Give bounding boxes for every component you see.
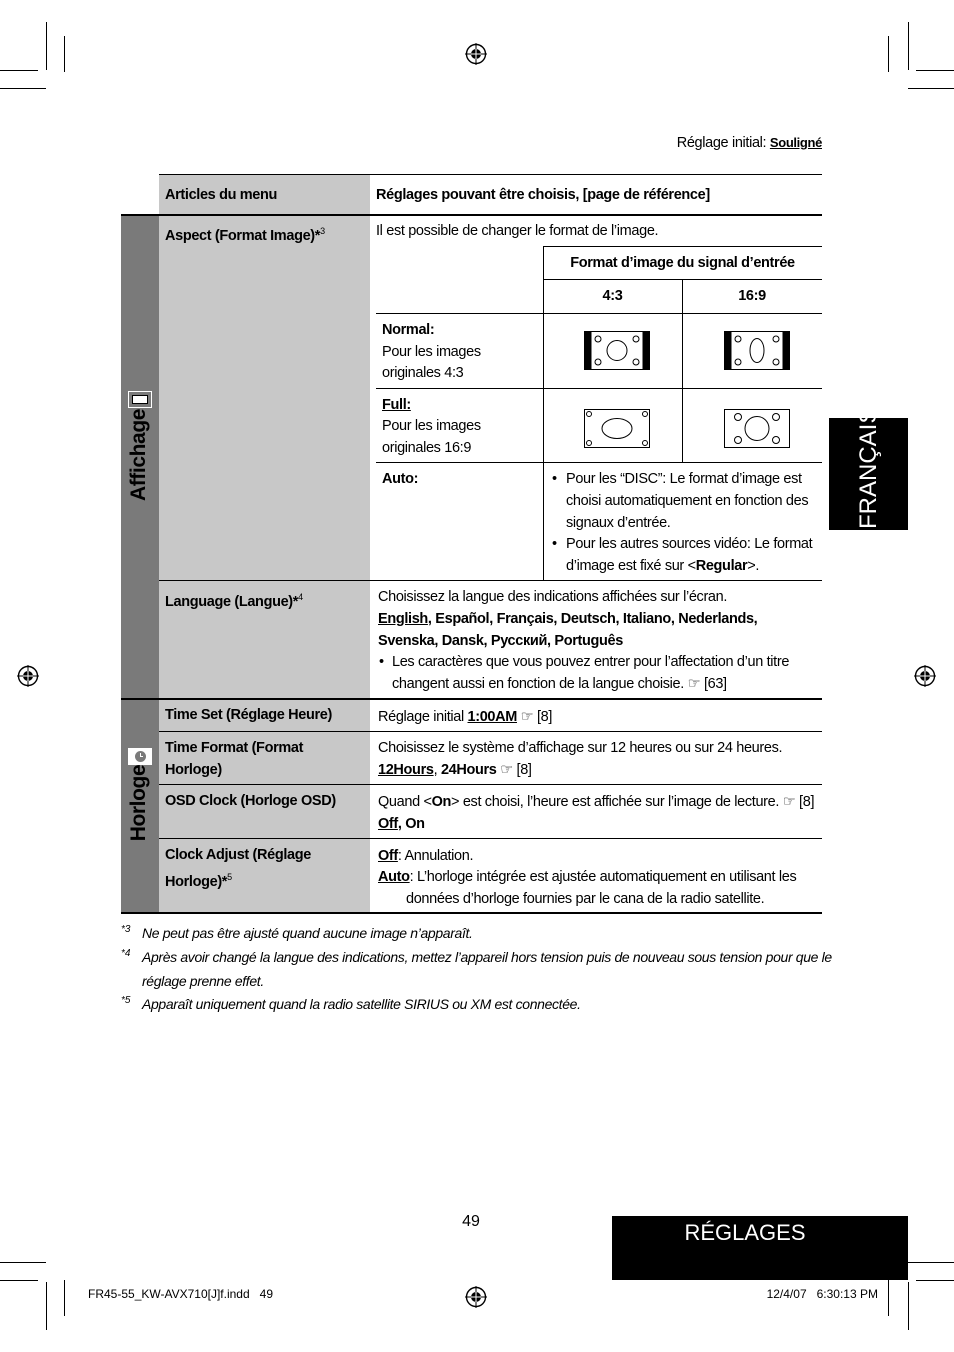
timeformat-options	[378, 759, 532, 781]
aspect-intro: Il est possible de changer le format de l’image.	[376, 223, 659, 239]
rule	[159, 174, 822, 175]
language-bullet-l2: changent aussi en fonction de la langue choisie. ☞ [63]	[392, 676, 727, 692]
timeformat-name-l1: Time Format (Format	[165, 740, 304, 756]
normal-title: Normal:	[382, 322, 435, 338]
auto-bullet-2-l2	[566, 555, 759, 577]
language-options-1	[378, 608, 757, 630]
footnote-3-text: Ne peut pas être ajusté quand aucune image n’apparaît.	[142, 925, 473, 941]
rule	[159, 838, 822, 839]
crop-mark	[0, 88, 46, 89]
auto-b2-pre: d’image est fixé sur <	[566, 558, 696, 574]
language-sup: 4	[298, 592, 303, 602]
crop-mark	[46, 1282, 47, 1330]
clockadjust-name-l2	[165, 866, 232, 893]
footnote-4-mark: *4	[121, 948, 131, 959]
osdclock-line-1	[378, 791, 814, 813]
full-title: Full:	[382, 397, 411, 413]
timeformat-12h: 12Hours	[378, 762, 434, 778]
clockadjust-off	[378, 845, 473, 867]
osd-on: On	[431, 794, 452, 810]
full-desc-1: Pour les images	[382, 418, 481, 434]
timeset-default: 1:00AM	[467, 709, 517, 725]
footnote-5-text: Apparaît uniquement quand la radio satellite SIRIUS ou XM est connectée.	[142, 996, 581, 1012]
osd-off: Off	[378, 816, 398, 832]
clockadjust-sup: 5	[227, 872, 232, 882]
col-header-settings: Réglages pouvant être choisis, [page de référence]	[376, 187, 710, 203]
auto-bullet-1-dot: •	[552, 471, 557, 487]
clockadjust-name-text: Horloge)*	[165, 873, 228, 890]
auto-bullet-1-l2: choisi automatiquement en fonction des	[566, 493, 809, 509]
clockadjust-off-text: : Annulation.	[397, 848, 474, 864]
crop-mark	[64, 36, 65, 72]
footnote-3-mark: *3	[121, 924, 131, 935]
crop-mark	[908, 1262, 954, 1263]
clockadjust-name-l1: Clock Adjust (Réglage	[165, 847, 311, 863]
clockadjust-auto-text-2: données d’horloge fournies par le cana de la radio satellite.	[406, 891, 765, 907]
page-number: 49	[462, 1213, 480, 1230]
language-bullet-dot: •	[379, 654, 384, 670]
crop-mark	[0, 1262, 46, 1263]
timeformat-sep: ,	[433, 762, 441, 778]
aspect-sup: 3	[320, 226, 325, 236]
timeset-ref: ☞ [8]	[517, 709, 553, 725]
clockadjust-off-label: Off	[378, 848, 398, 864]
language-item-name	[165, 586, 303, 613]
crop-mark	[0, 70, 38, 71]
osd-on-option: , On	[397, 816, 425, 832]
auto-bullet-2-l1: Pour les autres sources vidéo: Le format	[566, 536, 813, 552]
crop-mark	[64, 1280, 65, 1316]
timeset-value	[378, 706, 552, 728]
osd-pre: Quand <	[378, 794, 432, 810]
clockadjust-auto	[378, 866, 796, 888]
normal-desc-1: Pour les images	[382, 344, 481, 360]
registration-mark-icon	[17, 665, 39, 687]
section-tab-label: RÉGLAGES	[684, 1220, 806, 1245]
col-4-3: 4:3	[602, 288, 623, 304]
aspect-name-cell	[159, 215, 370, 580]
print-date-info: 12/4/07 6:30:13 PM	[766, 1287, 878, 1301]
clockadjust-auto-text: : L’horloge intégrée est ajustée automatiquement en utilisant les	[409, 869, 797, 885]
timeset-item-name: Time Set (Réglage Heure)	[165, 707, 332, 723]
col-header-menu: Articles du menu	[165, 187, 278, 203]
normal-desc-2: originales 4:3	[382, 365, 464, 381]
auto-bullet-1-l1: Pour les “DISC”: Le format d’image est	[566, 471, 802, 487]
section-display-label: Affichage	[127, 408, 150, 502]
registration-mark-icon	[914, 665, 936, 687]
rule	[121, 698, 822, 700]
rule	[159, 784, 822, 785]
timeformat-24h: 24Hours	[440, 762, 497, 778]
section-clock-label: Horloge	[127, 764, 150, 842]
auto-b2-post: >.	[747, 558, 760, 574]
full-16-9-icon	[724, 409, 790, 448]
crop-mark	[916, 1280, 954, 1281]
crop-mark	[46, 22, 47, 70]
normal-4-3-icon	[584, 331, 650, 370]
col-16-9: 16:9	[738, 288, 766, 304]
language-tab-label: FRANÇAIS	[855, 407, 882, 529]
timeformat-name-l2: Horloge)	[165, 762, 222, 778]
auto-b2-regular: Regular	[695, 558, 748, 574]
print-file-info: FR45-55_KW-AVX710[J]f.indd 49	[88, 1287, 273, 1301]
initial-setting-label: Réglage initial:	[676, 135, 767, 151]
footnote-4-text: Après avoir changé la langue des indications, mettez l’appareil hors tension puis de nouveau sous tension pour que le	[142, 949, 832, 965]
rule	[376, 388, 822, 389]
auto-title: Auto:	[382, 471, 419, 487]
crop-mark	[908, 88, 954, 89]
language-options-2: Svenska, Dansk, Русский, Português	[378, 633, 623, 649]
initial-setting-value: Souligné	[769, 135, 822, 150]
aspect-name-text: Aspect (Format Image)*	[165, 227, 321, 244]
normal-16-9-icon	[724, 331, 790, 370]
rule	[121, 912, 822, 914]
rule	[121, 214, 822, 216]
footnote-4-text-2: réglage prenne effet.	[142, 973, 264, 989]
language-options-rest-1: , Español, Français, Deutsch, Italiano, Nederlands,	[427, 611, 758, 627]
language-name-text: Language (Langue)*	[165, 593, 299, 610]
crop-mark	[908, 1282, 909, 1330]
crop-mark	[0, 1280, 38, 1281]
language-default: English	[378, 611, 428, 627]
crop-mark	[908, 22, 909, 70]
rule	[159, 580, 822, 581]
osdclock-options	[378, 813, 425, 835]
osdclock-item-name: OSD Clock (Horloge OSD)	[165, 793, 336, 809]
language-line-1: Choisissez la langue des indications affichées sur l’écran.	[378, 589, 728, 605]
section-tab	[612, 1216, 908, 1280]
osd-post: > est choisi, l’heure est affichée sur l’image de lecture. ☞ [8]	[451, 794, 815, 810]
initial-setting-note	[677, 132, 822, 154]
rule	[159, 731, 822, 732]
footnote-5-mark: *5	[121, 995, 131, 1006]
rule	[543, 246, 822, 247]
registration-mark-icon	[465, 43, 487, 65]
language-tab	[829, 407, 908, 530]
clockadjust-auto-label: Auto	[378, 869, 410, 885]
timeset-pre: Réglage initial	[378, 709, 468, 725]
rule	[376, 313, 822, 314]
crop-mark	[916, 70, 954, 71]
auto-bullet-1-l3: signaux d’entrée.	[566, 515, 671, 531]
full-4-3-icon	[584, 409, 650, 448]
crop-mark	[888, 1280, 889, 1316]
aspect-item-name	[165, 220, 325, 247]
format-header: Format d’image du signal d’entrée	[570, 255, 795, 271]
full-desc-2: originales 16:9	[382, 440, 472, 456]
language-bullet-l1: Les caractères que vous pouvez entrer pour l’affectation d’un titre	[392, 654, 790, 670]
timeformat-ref: ☞ [8]	[496, 762, 532, 778]
crop-mark	[888, 36, 889, 72]
auto-bullet-2-dot: •	[552, 536, 557, 552]
rule	[376, 462, 822, 463]
timeformat-line-1: Choisissez le système d’affichage sur 12 heures ou sur 24 heures.	[378, 740, 783, 756]
registration-mark-icon	[465, 1286, 487, 1308]
